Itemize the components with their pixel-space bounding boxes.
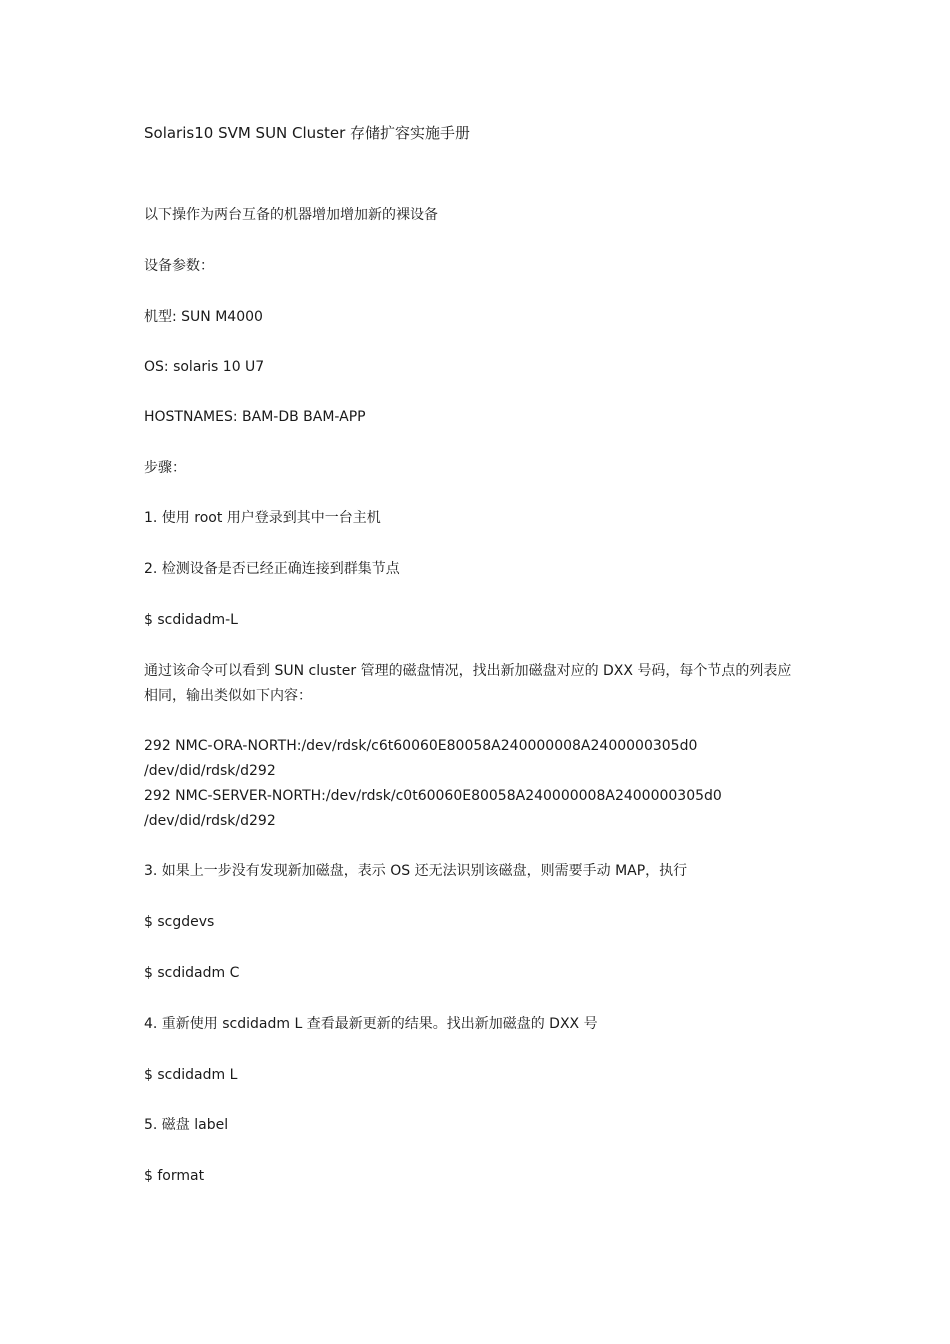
- step-3: 3. 如果上一步没有发现新加磁盘，表示 OS 还无法识别该磁盘，则需要手动 MAP，执行: [144, 863, 688, 879]
- output-line-2b: /dev/did/rdsk/d292: [144, 813, 276, 829]
- steps-heading: 步骤：: [144, 460, 186, 476]
- description-line-1: 通过该命令可以看到 SUN cluster 管理的磁盘情况，找出新加磁盘对应的 DXX 号码，每个节点的列表应: [144, 663, 792, 679]
- param-hostnames: HOSTNAMES: BAM-DB BAM-APP: [144, 409, 366, 425]
- output-line-1b: /dev/did/rdsk/d292: [144, 763, 276, 779]
- step-4: 4. 重新使用 scdidadm L 查看最新更新的结果。找出新加磁盘的 DXX 号: [144, 1016, 598, 1032]
- command-scdidadm-l: $ scdidadm-L: [144, 612, 238, 628]
- step-2: 2. 检测设备是否已经正确连接到群集节点: [144, 561, 400, 577]
- command-scdidadm-c: $ scdidadm C: [144, 965, 240, 981]
- description-line-2: 相同，输出类似如下内容：: [144, 688, 312, 704]
- command-scgdevs: $ scgdevs: [144, 914, 215, 930]
- doc-title: Solaris10 SVM SUN Cluster 存储扩容实施手册: [144, 124, 471, 142]
- output-line-2a: 292 NMC-SERVER-NORTH:/dev/rdsk/c0t60060E80058A240000008A2400000305d0: [144, 788, 722, 804]
- intro-text: 以下操作为两台互备的机器增加增加新的裸设备: [144, 207, 438, 223]
- params-heading: 设备参数：: [144, 258, 214, 274]
- param-model: 机型: SUN M4000: [144, 309, 263, 325]
- command-format: $ format: [144, 1168, 205, 1184]
- command-scdidadm-l-2: $ scdidadm L: [144, 1067, 238, 1083]
- output-line-1a: 292 NMC-ORA-NORTH:/dev/rdsk/c6t60060E80058A240000008A2400000305d0: [144, 738, 698, 754]
- step-1: 1. 使用 root 用户登录到其中一台主机: [144, 510, 381, 526]
- param-os: OS: solaris 10 U7: [144, 359, 265, 375]
- step-5: 5. 磁盘 label: [144, 1117, 229, 1133]
